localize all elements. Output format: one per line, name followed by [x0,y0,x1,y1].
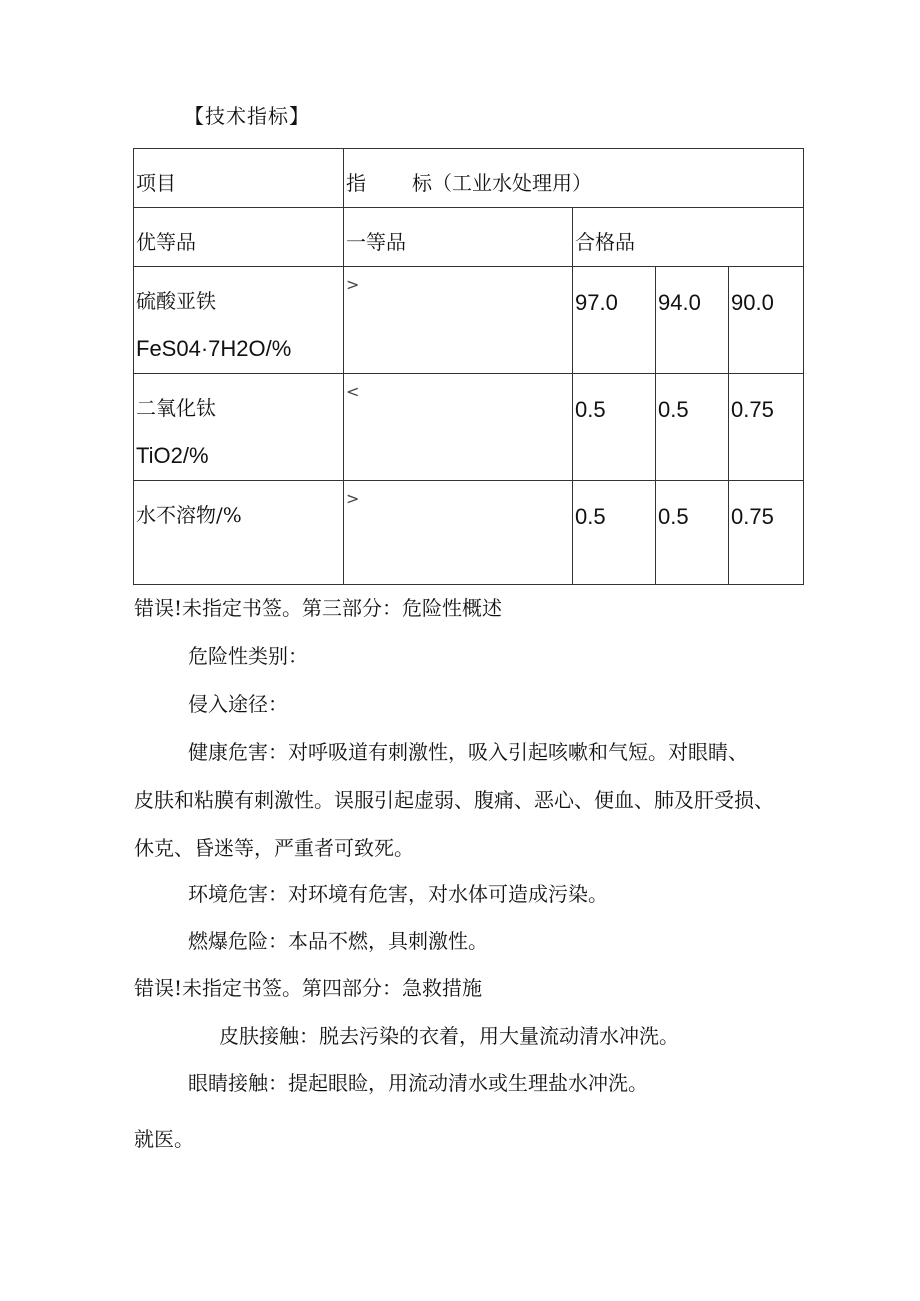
row-value-qualified: 90.0 [731,290,774,315]
hazard-category: 危险性类别： [188,644,308,668]
grade-col3-cell [573,208,804,267]
table-row [134,374,804,481]
row-value-first: 0.5 [658,397,689,422]
grade-qualified: 合格品 [575,230,635,254]
header-index-cell [344,149,804,208]
environment-hazard: 环境危害：对环境有危害，对水体可造成污染。 [188,882,608,906]
row-comparison-mark: > [346,275,360,294]
row-name-cell [134,267,343,373]
row-value-premium: 0.5 [575,504,606,529]
grade-premium: 优等品 [136,230,196,254]
row-value-first: 94.0 [658,290,701,315]
header-index [344,149,803,207]
row-name-cell [134,481,343,539]
row-formula: FeS04·7H2O/% [136,336,292,361]
grade-col2-cell [344,208,573,267]
eye-contact: 眼睛接触：提起眼睑，用流动清水或生理盐水冲洗。 [188,1071,648,1095]
row-name-cell [134,374,343,480]
row-value-qualified: 0.75 [731,397,774,422]
header-item: 项目 [136,171,176,195]
seek-doctor: 就医。 [134,1127,194,1151]
header-index-b: 标（工业水处理用） [412,171,592,195]
row-value-premium: 97.0 [575,290,618,315]
row-value-premium: 0.5 [575,397,606,422]
section-heading: 【技术指标】 [184,104,310,128]
header-item-cell [134,149,344,208]
table-header-row [134,149,804,208]
spec-table [133,148,804,585]
entry-route: 侵入途径： [188,692,288,716]
health-hazard-line1: 健康危害：对呼吸道有刺激性，吸入引起咳嗽和气短。对眼睛、 [188,740,748,764]
grade-first: 一等品 [346,230,406,254]
header-index-a: 指 [346,171,366,195]
health-hazard-line2: 皮肤和粘膜有刺激性。误服引起虚弱、腹痛、恶心、便血、肺及肝受损、 [134,788,774,812]
row-name: 二氧化钛 [136,396,216,420]
table-grade-row [134,208,804,267]
row-name: 水不溶物/% [136,503,242,527]
row-name: 硫酸亚铁 [136,289,216,313]
row-value-first: 0.5 [658,504,689,529]
row-comparison-mark: < [346,382,360,401]
grade-col1-cell [134,208,344,267]
row-comparison-mark: > [346,489,360,508]
table-row [134,481,804,585]
explosion-hazard: 燃爆危险：本品不燃，具刺激性。 [188,929,488,953]
row-formula: TiO2/% [136,443,209,468]
section4-title: 错误!未指定书签。第四部分：急救措施 [134,976,483,1000]
skin-contact: 皮肤接触：脱去污染的衣着，用大量流动清水冲洗。 [219,1024,679,1048]
section3-title: 错误!未指定书签。第三部分：危险性概述 [134,596,503,620]
table-row [134,267,804,374]
health-hazard-line3: 休克、昏迷等，严重者可致死。 [134,836,414,860]
row-value-qualified: 0.75 [731,504,774,529]
